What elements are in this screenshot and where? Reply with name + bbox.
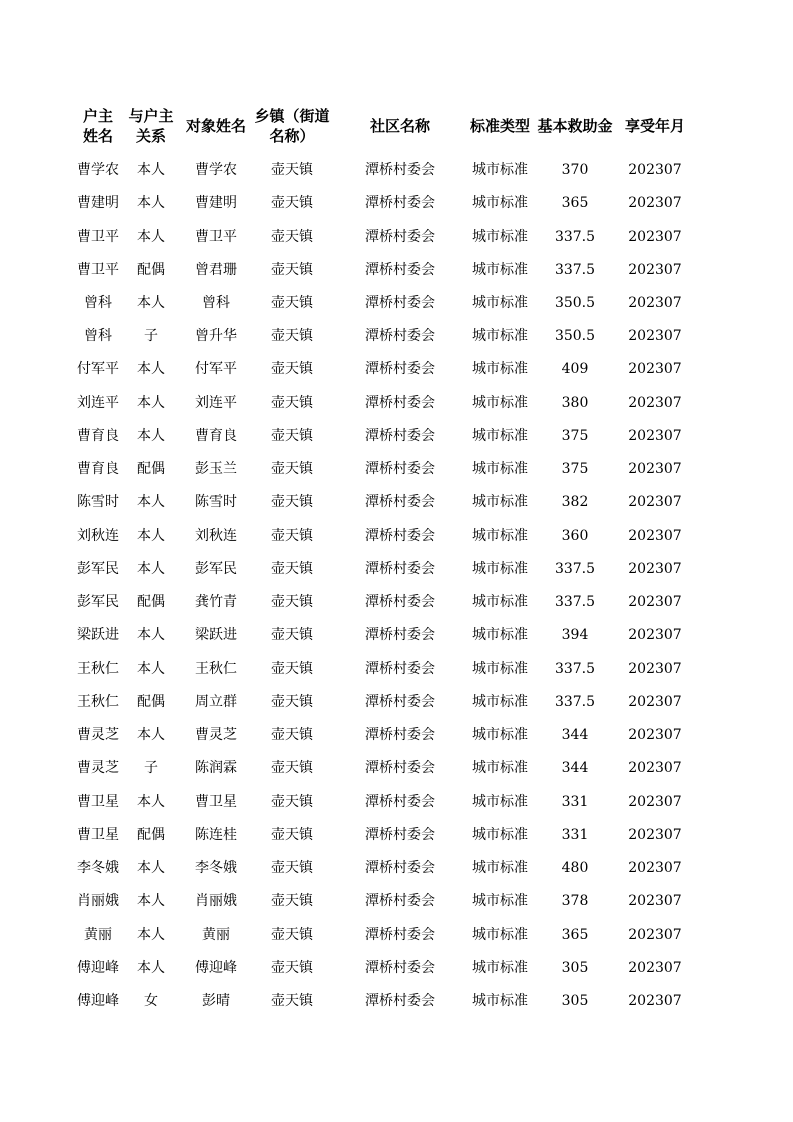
cell-relationship: 配偶: [137, 826, 165, 843]
cell-basic-aid: 480: [561, 860, 589, 876]
table-row: [0, 586, 793, 619]
cell-community: 潭桥村委会: [365, 461, 435, 478]
cell-standard-type: 城市标准: [472, 560, 528, 577]
cell-recipient-name: 曹育良: [195, 427, 237, 444]
cell-standard-type: 城市标准: [472, 660, 528, 677]
cell-householder-name: 黄丽: [84, 926, 112, 943]
cell-householder-name: 王秋仁: [77, 660, 119, 677]
cell-community: 潭桥村委会: [365, 627, 435, 644]
cell-householder-name: 曹卫平: [77, 261, 119, 278]
table-row: [0, 686, 793, 719]
cell-basic-aid: 337.5: [554, 594, 596, 611]
cell-recipient-name: 曹学农: [195, 162, 237, 178]
cell-basic-aid: 375: [561, 461, 589, 478]
header-cell-township: 乡镇（街道名称）: [254, 107, 330, 145]
cell-township: 壶天镇: [271, 893, 313, 910]
cell-township: 壶天镇: [271, 926, 313, 943]
cell-relationship: 女: [144, 993, 158, 1009]
table-row: [0, 553, 793, 586]
table-row: [0, 719, 793, 752]
cell-recipient-name: 曹建明: [195, 195, 237, 212]
cell-recipient-name: 陈连桂: [195, 826, 237, 843]
cell-township: 壶天镇: [271, 527, 313, 544]
cell-householder-name: 李冬娥: [77, 860, 119, 876]
cell-benefit-month: 202307: [628, 195, 682, 212]
table-row: [0, 653, 793, 686]
cell-community: 潭桥村委会: [365, 162, 435, 178]
table-row: [0, 320, 793, 353]
table-row: [0, 187, 793, 220]
cell-relationship: 本人: [137, 959, 165, 976]
cell-basic-aid: 350.5: [554, 328, 596, 345]
cell-standard-type: 城市标准: [472, 926, 528, 943]
table-row: [0, 287, 793, 320]
cell-benefit-month: 202307: [628, 228, 682, 245]
cell-basic-aid: 337.5: [554, 660, 596, 677]
cell-standard-type: 城市标准: [472, 427, 528, 444]
cell-community: 潭桥村委会: [365, 926, 435, 943]
table-row: [0, 752, 793, 785]
cell-township: 壶天镇: [271, 195, 313, 212]
cell-relationship: 配偶: [137, 594, 165, 611]
cell-relationship: 本人: [137, 893, 165, 910]
cell-relationship: 本人: [137, 527, 165, 544]
cell-householder-name: 傅迎峰: [77, 993, 119, 1009]
table-row: [0, 254, 793, 287]
cell-basic-aid: 337.5: [554, 693, 596, 710]
cell-recipient-name: 曾君珊: [195, 261, 237, 278]
cell-township: 壶天镇: [271, 427, 313, 444]
cell-township: 壶天镇: [271, 361, 313, 378]
cell-relationship: 本人: [137, 195, 165, 212]
cell-basic-aid: 344: [561, 760, 589, 777]
cell-community: 潭桥村委会: [365, 427, 435, 444]
cell-standard-type: 城市标准: [472, 461, 528, 478]
table-row: [0, 885, 793, 918]
table-row: [0, 221, 793, 254]
cell-standard-type: 城市标准: [472, 162, 528, 178]
cell-township: 壶天镇: [271, 162, 313, 178]
cell-recipient-name: 龚竹青: [195, 594, 237, 611]
cell-relationship: 配偶: [137, 461, 165, 478]
cell-township: 壶天镇: [271, 261, 313, 278]
cell-standard-type: 城市标准: [472, 261, 528, 278]
cell-standard-type: 城市标准: [472, 760, 528, 777]
cell-relationship: 子: [144, 328, 158, 345]
cell-householder-name: 彭军民: [77, 560, 119, 577]
cell-community: 潭桥村委会: [365, 826, 435, 843]
cell-basic-aid: 380: [561, 394, 589, 411]
cell-benefit-month: 202307: [628, 893, 682, 910]
cell-basic-aid: 360: [561, 527, 589, 544]
cell-recipient-name: 梁跃进: [195, 627, 237, 644]
cell-recipient-name: 周立群: [195, 693, 237, 710]
table-row: [0, 520, 793, 553]
cell-relationship: 配偶: [137, 693, 165, 710]
cell-basic-aid: 344: [561, 727, 589, 744]
cell-standard-type: 城市标准: [472, 693, 528, 710]
table-row: [0, 453, 793, 486]
cell-township: 壶天镇: [271, 627, 313, 644]
cell-community: 潭桥村委会: [365, 727, 435, 744]
cell-householder-name: 梁跃进: [77, 627, 119, 644]
cell-community: 潭桥村委会: [365, 228, 435, 245]
cell-benefit-month: 202307: [628, 162, 682, 178]
cell-basic-aid: 305: [561, 993, 589, 1009]
cell-householder-name: 刘连平: [77, 394, 119, 411]
cell-township: 壶天镇: [271, 295, 313, 311]
cell-basic-aid: 370: [561, 162, 589, 178]
cell-benefit-month: 202307: [628, 860, 682, 876]
table-row: [0, 420, 793, 453]
cell-community: 潭桥村委会: [365, 295, 435, 311]
cell-recipient-name: 曾升华: [195, 328, 237, 345]
cell-basic-aid: 375: [561, 427, 589, 444]
cell-community: 潭桥村委会: [365, 560, 435, 577]
table-row: [0, 353, 793, 386]
cell-standard-type: 城市标准: [472, 727, 528, 744]
cell-recipient-name: 彭晴: [202, 993, 230, 1009]
cell-township: 壶天镇: [271, 228, 313, 245]
cell-benefit-month: 202307: [628, 826, 682, 843]
cell-community: 潭桥村委会: [365, 394, 435, 411]
cell-benefit-month: 202307: [628, 760, 682, 777]
cell-standard-type: 城市标准: [472, 195, 528, 212]
header-cell-relationship: 与户主关系: [128, 107, 174, 145]
cell-basic-aid: 378: [561, 893, 589, 910]
cell-benefit-month: 202307: [628, 560, 682, 577]
cell-community: 潭桥村委会: [365, 594, 435, 611]
cell-township: 壶天镇: [271, 860, 313, 876]
cell-township: 壶天镇: [271, 727, 313, 744]
cell-standard-type: 城市标准: [472, 893, 528, 910]
table-row: [0, 486, 793, 519]
cell-township: 壶天镇: [271, 560, 313, 577]
cell-benefit-month: 202307: [628, 727, 682, 744]
cell-householder-name: 曹学农: [77, 162, 119, 178]
cell-recipient-name: 曹卫星: [195, 793, 237, 810]
cell-benefit-month: 202307: [628, 461, 682, 478]
header-cell-community: 社区名称: [369, 117, 430, 135]
header-cell-benefit-month: 享受年月: [624, 117, 685, 135]
cell-basic-aid: 350.5: [554, 295, 596, 311]
cell-community: 潭桥村委会: [365, 660, 435, 677]
cell-relationship: 本人: [137, 560, 165, 577]
cell-benefit-month: 202307: [628, 793, 682, 810]
cell-relationship: 本人: [137, 494, 165, 511]
cell-recipient-name: 李冬娥: [195, 860, 237, 876]
cell-householder-name: 付军平: [77, 361, 119, 378]
cell-community: 潭桥村委会: [365, 760, 435, 777]
cell-standard-type: 城市标准: [472, 793, 528, 810]
table-row: [0, 952, 793, 985]
cell-householder-name: 曾科: [84, 295, 112, 311]
cell-standard-type: 城市标准: [472, 494, 528, 511]
cell-relationship: 本人: [137, 394, 165, 411]
cell-basic-aid: 365: [561, 195, 589, 212]
cell-community: 潭桥村委会: [365, 328, 435, 345]
cell-relationship: 本人: [137, 427, 165, 444]
cell-community: 潭桥村委会: [365, 993, 435, 1009]
cell-recipient-name: 刘连平: [195, 394, 237, 411]
cell-householder-name: 傅迎峰: [77, 959, 119, 976]
cell-basic-aid: 331: [561, 793, 589, 810]
cell-basic-aid: 337.5: [554, 228, 596, 245]
cell-community: 潭桥村委会: [365, 860, 435, 876]
cell-township: 壶天镇: [271, 826, 313, 843]
cell-standard-type: 城市标准: [472, 394, 528, 411]
cell-relationship: 本人: [137, 361, 165, 378]
cell-standard-type: 城市标准: [472, 361, 528, 378]
header-cell-recipient-name: 对象姓名: [185, 117, 246, 135]
cell-benefit-month: 202307: [628, 295, 682, 311]
cell-householder-name: 曹育良: [77, 461, 119, 478]
table-row: [0, 387, 793, 420]
table-row: [0, 985, 793, 1018]
cell-benefit-month: 202307: [628, 394, 682, 411]
cell-community: 潭桥村委会: [365, 527, 435, 544]
cell-community: 潭桥村委会: [365, 494, 435, 511]
cell-recipient-name: 曾科: [202, 295, 230, 311]
cell-householder-name: 曹育良: [77, 427, 119, 444]
cell-township: 壶天镇: [271, 660, 313, 677]
cell-relationship: 子: [144, 760, 158, 777]
cell-benefit-month: 202307: [628, 660, 682, 677]
cell-benefit-month: 202307: [628, 627, 682, 644]
cell-township: 壶天镇: [271, 959, 313, 976]
cell-standard-type: 城市标准: [472, 328, 528, 345]
cell-community: 潭桥村委会: [365, 893, 435, 910]
cell-relationship: 配偶: [137, 261, 165, 278]
cell-community: 潭桥村委会: [365, 361, 435, 378]
cell-basic-aid: 305: [561, 959, 589, 976]
cell-recipient-name: 曹卫平: [195, 228, 237, 245]
cell-benefit-month: 202307: [628, 427, 682, 444]
cell-relationship: 本人: [137, 228, 165, 245]
cell-standard-type: 城市标准: [472, 860, 528, 876]
table-row: [0, 852, 793, 885]
cell-basic-aid: 409: [561, 361, 589, 378]
cell-householder-name: 彭军民: [77, 594, 119, 611]
cell-benefit-month: 202307: [628, 926, 682, 943]
table-row: [0, 619, 793, 652]
cell-standard-type: 城市标准: [472, 959, 528, 976]
cell-township: 壶天镇: [271, 594, 313, 611]
cell-township: 壶天镇: [271, 394, 313, 411]
table-header: [0, 104, 793, 148]
cell-basic-aid: 382: [561, 494, 589, 511]
cell-recipient-name: 肖丽娥: [195, 893, 237, 910]
cell-householder-name: 曹卫星: [77, 826, 119, 843]
cell-householder-name: 曹卫星: [77, 793, 119, 810]
cell-recipient-name: 刘秋连: [195, 527, 237, 544]
cell-township: 壶天镇: [271, 760, 313, 777]
cell-basic-aid: 337.5: [554, 560, 596, 577]
header-cell-standard-type: 标准类型: [469, 117, 530, 135]
cell-householder-name: 曹灵芝: [77, 727, 119, 744]
cell-standard-type: 城市标准: [472, 527, 528, 544]
cell-recipient-name: 付军平: [195, 361, 237, 378]
cell-recipient-name: 陈雪时: [195, 494, 237, 511]
cell-benefit-month: 202307: [628, 527, 682, 544]
cell-recipient-name: 彭军民: [195, 560, 237, 577]
cell-community: 潭桥村委会: [365, 261, 435, 278]
cell-recipient-name: 曹灵芝: [195, 727, 237, 744]
cell-township: 壶天镇: [271, 494, 313, 511]
cell-recipient-name: 王秋仁: [195, 660, 237, 677]
table-row: [0, 786, 793, 819]
cell-householder-name: 肖丽娥: [77, 893, 119, 910]
cell-recipient-name: 彭玉兰: [195, 461, 237, 478]
cell-township: 壶天镇: [271, 793, 313, 810]
cell-community: 潭桥村委会: [365, 195, 435, 212]
cell-householder-name: 陈雪时: [77, 494, 119, 511]
cell-householder-name: 曹灵芝: [77, 760, 119, 777]
cell-community: 潭桥村委会: [365, 693, 435, 710]
cell-relationship: 本人: [137, 727, 165, 744]
cell-benefit-month: 202307: [628, 261, 682, 278]
cell-relationship: 本人: [137, 295, 165, 311]
cell-householder-name: 刘秋连: [77, 527, 119, 544]
header-cell-basic-aid: 基本救助金: [537, 117, 613, 135]
cell-benefit-month: 202307: [628, 328, 682, 345]
cell-householder-name: 曾科: [84, 328, 112, 345]
cell-township: 壶天镇: [271, 461, 313, 478]
cell-benefit-month: 202307: [628, 993, 682, 1009]
cell-householder-name: 王秋仁: [77, 693, 119, 710]
cell-benefit-month: 202307: [628, 594, 682, 611]
cell-relationship: 本人: [137, 162, 165, 178]
cell-benefit-month: 202307: [628, 361, 682, 378]
cell-relationship: 本人: [137, 926, 165, 943]
cell-recipient-name: 陈润霖: [195, 760, 237, 777]
cell-standard-type: 城市标准: [472, 228, 528, 245]
cell-recipient-name: 黄丽: [202, 926, 230, 943]
cell-standard-type: 城市标准: [472, 594, 528, 611]
cell-basic-aid: 394: [561, 627, 589, 644]
cell-recipient-name: 傅迎峰: [195, 959, 237, 976]
cell-benefit-month: 202307: [628, 494, 682, 511]
cell-basic-aid: 365: [561, 926, 589, 943]
cell-householder-name: 曹卫平: [77, 228, 119, 245]
cell-relationship: 本人: [137, 860, 165, 876]
cell-relationship: 本人: [137, 627, 165, 644]
table-row: [0, 919, 793, 952]
cell-relationship: 本人: [137, 793, 165, 810]
cell-standard-type: 城市标准: [472, 826, 528, 843]
cell-standard-type: 城市标准: [472, 295, 528, 311]
cell-benefit-month: 202307: [628, 959, 682, 976]
header-cell-householder-name: 户主姓名: [82, 107, 113, 145]
cell-basic-aid: 337.5: [554, 261, 596, 278]
table-row: [0, 819, 793, 852]
cell-township: 壶天镇: [271, 993, 313, 1009]
cell-standard-type: 城市标准: [472, 993, 528, 1009]
cell-relationship: 本人: [137, 660, 165, 677]
table-row: [0, 154, 793, 187]
cell-standard-type: 城市标准: [472, 627, 528, 644]
cell-township: 壶天镇: [271, 693, 313, 710]
cell-basic-aid: 331: [561, 826, 589, 843]
cell-benefit-month: 202307: [628, 693, 682, 710]
cell-township: 壶天镇: [271, 328, 313, 345]
cell-householder-name: 曹建明: [77, 195, 119, 212]
cell-community: 潭桥村委会: [365, 793, 435, 810]
cell-community: 潭桥村委会: [365, 959, 435, 976]
